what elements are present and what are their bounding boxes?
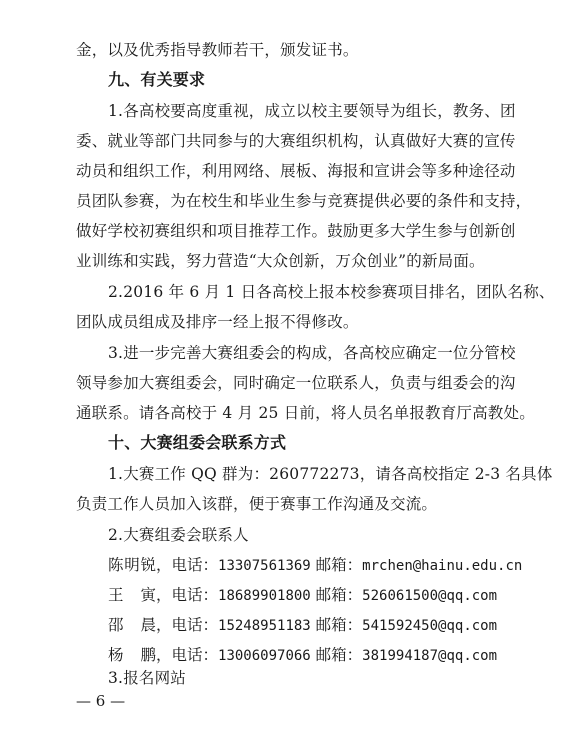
intro-line: 金，以及优秀指导教师若干，颁发证书。 [76, 41, 359, 59]
contact-email: 541592450@qq.com [362, 618, 498, 634]
contact-phone: 15248951183 [218, 618, 311, 634]
contact-phone: 13006097066 [218, 648, 311, 664]
section-9-item1-line: 动员和组织工作，利用网络、展板、海报和宣讲会等多种途径动 [76, 162, 516, 180]
section-10-item1-line: 1.大赛工作 QQ 群为：260772273，请各高校指定 2-3 名具体 [108, 465, 553, 483]
email-label: 邮箱： [310, 556, 363, 574]
email-label: 邮箱： [310, 646, 363, 664]
contact-phone: 18689901800 [218, 588, 311, 604]
section-10-heading: 十、大赛组委会联系方式 [108, 433, 287, 452]
contact-email: 526061500@qq.com [362, 588, 498, 604]
contact-email: 381994187@qq.com [362, 648, 498, 664]
section-9-item1-line: 1.各高校要高度重视，成立以校主要领导为组长，教务、团 [108, 102, 516, 120]
contact-email: mrchen@hainu.edu.cn [362, 558, 523, 574]
section-9-heading: 九、有关要求 [108, 70, 206, 89]
section-9-item1-line: 委、就业等部门共同参与的大赛组织机构，认真做好大赛的宣传 [76, 132, 516, 150]
email-label: 邮箱： [310, 616, 363, 634]
contact-name: 邵晨 [108, 616, 156, 634]
phone-label: ，电话： [156, 556, 219, 574]
email-label: 邮箱： [310, 586, 363, 604]
section-9-item2-line: 团队成员组成及排序一经上报不得修改。 [76, 313, 359, 331]
section-9-item3-line: 领导参加大赛组委会，同时确定一位联系人，负责与组委会的沟 [76, 374, 516, 392]
phone-label: ，电话： [156, 646, 219, 664]
page-number: — 6 — [76, 692, 126, 710]
section-10-item1-line: 负责工作人员加入该群，便于赛事工作沟通及交流。 [76, 495, 438, 513]
section-10-item2-label: 2.大赛组委会联系人 [108, 526, 249, 544]
contact-row [108, 555, 522, 576]
contact-name: 杨鹏 [108, 646, 156, 664]
contact-name: 王寅 [108, 586, 156, 604]
section-9-item1-line: 做好学校初赛组织和项目推荐工作。鼓励更多大学生参与创新创 [76, 222, 516, 240]
section-9-item1-line: 业训练和实践，努力营造“大众创新，万众创业”的新局面。 [76, 252, 485, 270]
contact-row [108, 615, 497, 636]
contact-row [108, 585, 497, 606]
contact-name: 陈明锐 [108, 556, 156, 574]
section-9-item1-line: 员团队参赛，为在校生和毕业生参与竞赛提供必要的条件和支持， [76, 192, 532, 210]
section-9-item3-line: 3.进一步完善大赛组委会的构成，各高校应确定一位分管校 [108, 344, 516, 362]
section-10-item3-label: 3.报名网站 [108, 669, 186, 687]
contact-phone: 13307561369 [218, 558, 311, 574]
section-9-item2-line: 2.2016 年 6 月 1 日各高校上报本校参赛项目排名，团队名称、 [108, 283, 555, 301]
phone-label: ，电话： [156, 586, 219, 604]
section-9-item3-line: 通联系。请各高校于 4 月 25 日前，将人员名单报教育厅高教处。 [76, 404, 535, 422]
phone-label: ，电话： [156, 616, 219, 634]
contact-row [108, 645, 497, 666]
